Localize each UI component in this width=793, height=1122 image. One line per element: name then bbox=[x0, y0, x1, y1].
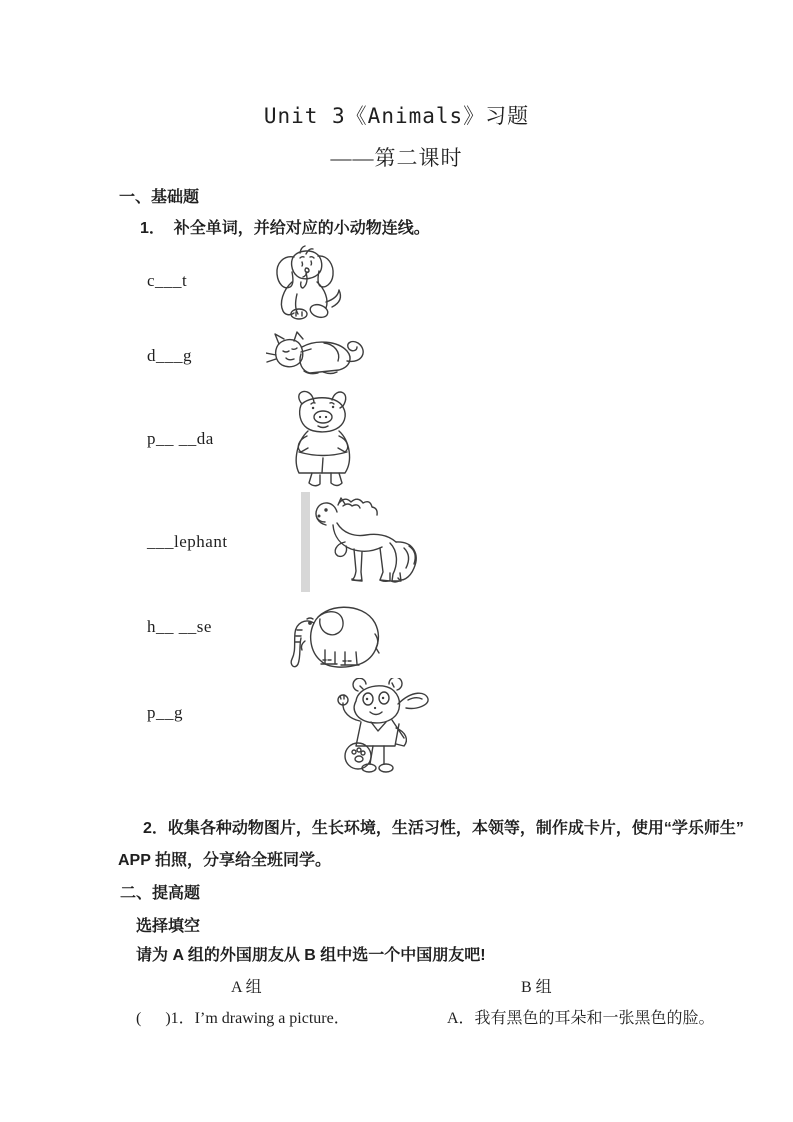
horse-sketch-image bbox=[301, 492, 423, 592]
panda-sketch-image bbox=[316, 678, 446, 782]
section-advanced-heading: 二、提高题 bbox=[120, 885, 201, 902]
dog-sketch-image bbox=[263, 244, 345, 322]
word-blank-panda: p__ __da bbox=[147, 429, 214, 448]
word-blank-elephant: ___lephant bbox=[147, 532, 228, 551]
elephant-sketch-image bbox=[283, 594, 383, 674]
page-title: Unit 3《Animals》习题 bbox=[263, 104, 530, 128]
task2-line1: 2．收集各种动物图片，生长环境，生活习性，本领等，制作成卡片，使用“学乐师生” bbox=[143, 820, 744, 837]
scan-artifact-bar bbox=[301, 492, 310, 592]
match-row1-right: A．我有黑色的耳朵和一张黑色的脸。 bbox=[447, 1010, 715, 1027]
pig-sketch-image bbox=[284, 386, 362, 492]
cat-sketch-image bbox=[266, 330, 374, 384]
group-a-column-header: A 组 bbox=[231, 979, 262, 996]
word-blank-cat: c___t bbox=[147, 271, 188, 290]
word-blank-dog: d___g bbox=[147, 346, 192, 365]
subheading-fill-in-choice: 选择填空 bbox=[136, 918, 201, 935]
matching-instruction: 请为 A 组的外国朋友从 B 组中选一个中国朋友吧! bbox=[136, 947, 486, 964]
task1-instruction: 1． 补全单词，并给对应的小动物连线。 bbox=[140, 220, 430, 237]
task2-line2: APP 拍照，分享给全班同学。 bbox=[118, 852, 332, 869]
section-basic-heading: 一、基础题 bbox=[119, 189, 200, 206]
word-blank-pig: p__g bbox=[147, 703, 183, 722]
page-subtitle: ——第二课时 bbox=[330, 146, 463, 170]
group-b-column-header: B 组 bbox=[521, 979, 552, 996]
word-blank-horse: h__ __se bbox=[147, 617, 212, 636]
match-row1-left: ( )1．I’m drawing a picture． bbox=[136, 1010, 350, 1027]
